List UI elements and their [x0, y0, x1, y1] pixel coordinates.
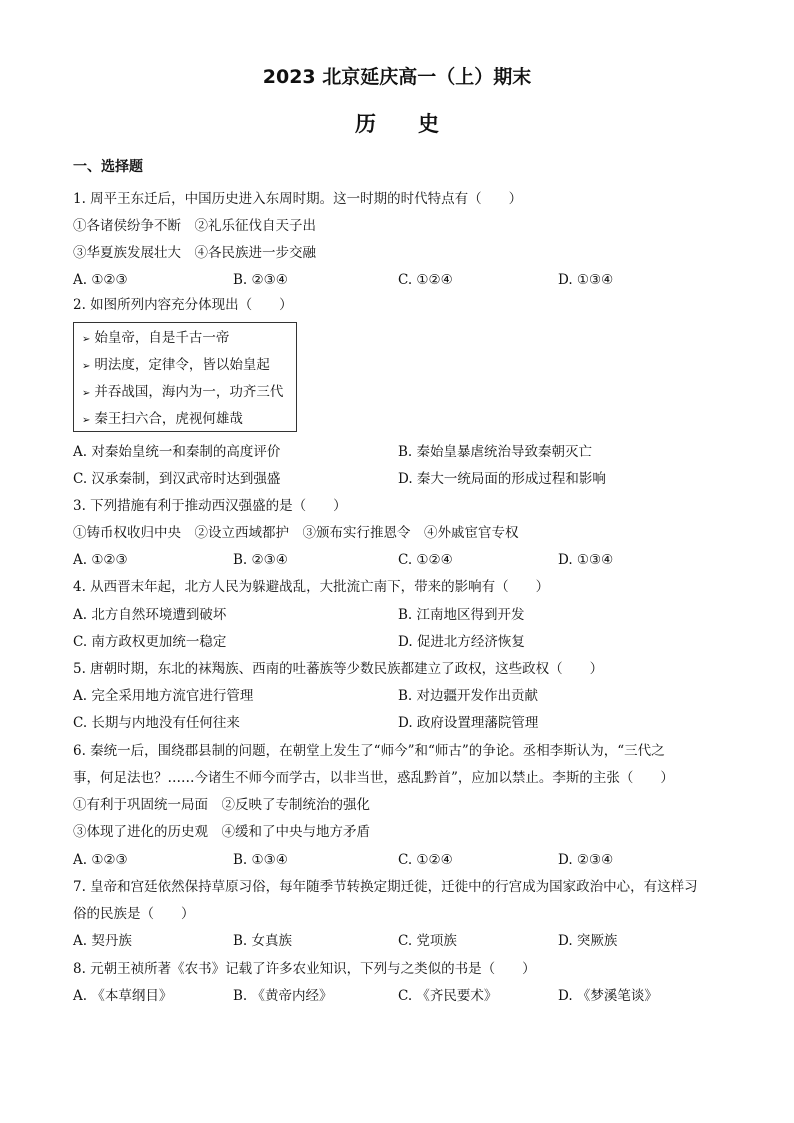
- q5-option-c[interactable]: C. 长期与内地没有任何往来: [73, 715, 240, 731]
- q6-option-a[interactable]: A. ①②③: [73, 852, 128, 868]
- arrow-icon: ➢: [82, 415, 91, 426]
- q6-option-c[interactable]: C. ①②④: [398, 852, 453, 868]
- q1-options: [73, 271, 723, 289]
- q1-item-1: ①各诸侯纷争不断 ②礼乐征伐自天子出: [73, 218, 316, 234]
- q2-quote-box: [73, 322, 297, 432]
- quote-item: ➢ 秦王扫六合，虎视何雄哉: [82, 411, 243, 427]
- q1-option-c[interactable]: C. ①②④: [398, 272, 453, 288]
- q5-options-row2: [73, 714, 723, 732]
- q8-option-a[interactable]: A. 《本草纲目》: [73, 988, 173, 1004]
- q4-option-a[interactable]: A. 北方自然环境遭到破坏: [73, 607, 227, 623]
- q6-option-d[interactable]: D. ②③④: [558, 852, 614, 868]
- quote-item: ➢ 始皇帝，自是千古一帝: [82, 330, 230, 346]
- q8-stem: 8. 元朝王祯所著《农书》记载了许多农业知识，下列与之类似的书是（ ）: [73, 961, 536, 977]
- q5-option-d[interactable]: D. 政府设置理藩院管理: [398, 715, 539, 731]
- q1-option-a[interactable]: A. ①②③: [73, 272, 128, 288]
- arrow-icon: ➢: [82, 388, 91, 399]
- q3-items: ①铸币权收归中央 ②设立西域都护 ③颁布实行推恩令 ④外戚宦官专权: [73, 525, 519, 541]
- q2-option-b[interactable]: B. 秦始皇暴虐统治导致秦朝灭亡: [398, 444, 593, 460]
- q5-options-row1: [73, 687, 723, 705]
- q6-option-b[interactable]: B. ①③④: [233, 852, 288, 868]
- q4-options-row2: [73, 633, 723, 651]
- q4-stem: 4. 从西晋末年起，北方人民为躲避战乱，大批流亡南下，带来的影响有（ ）: [73, 579, 550, 595]
- q6-stem-line2: 事，何足法也？……今诸生不师今而学古，以非当世，惑乱黔首”，应加以禁止。李斯的主张（ ）: [73, 770, 674, 786]
- q3-options: [73, 551, 723, 569]
- q4-option-d[interactable]: D. 促进北方经济恢复: [398, 634, 525, 650]
- q6-item-1: ①有利于巩固统一局面 ②反映了专制统治的强化: [73, 797, 370, 813]
- q3-option-a[interactable]: A. ①②③: [73, 552, 128, 568]
- subject-title: 历 史: [355, 112, 439, 136]
- q7-stem-line2: 俗的民族是（ ）: [73, 906, 195, 922]
- q1-item-2: ③华夏族发展壮大 ④各民族进一步交融: [73, 245, 316, 261]
- q4-option-c[interactable]: C. 南方政权更加统一稳定: [73, 634, 227, 650]
- q6-item-2: ③体现了进化的历史观 ④缓和了中央与地方矛盾: [73, 824, 370, 840]
- quote-item: ➢ 并吞战国，海内为一，功齐三代: [82, 384, 284, 400]
- q2-option-c[interactable]: C. 汉承秦制，到汉武帝时达到强盛: [73, 471, 281, 487]
- q2-stem: 2. 如图所列内容充分体现出（ ）: [73, 297, 293, 313]
- q6-options: [73, 851, 723, 869]
- q3-option-d[interactable]: D. ①③④: [558, 552, 614, 568]
- q4-option-b[interactable]: B. 江南地区得到开发: [398, 607, 525, 623]
- q7-options: [73, 932, 723, 950]
- q3-stem: 3. 下列措施有利于推动西汉强盛的是（ ）: [73, 498, 347, 514]
- arrow-icon: ➢: [82, 361, 91, 372]
- q8-option-d[interactable]: D. 《梦溪笔谈》: [558, 988, 658, 1004]
- arrow-icon: ➢: [82, 334, 91, 345]
- q5-option-a[interactable]: A. 完全采用地方流官进行管理: [73, 688, 254, 704]
- q4-options-row1: [73, 606, 723, 624]
- q2-option-d[interactable]: D. 秦大一统局面的形成过程和影响: [398, 471, 606, 487]
- q8-option-c[interactable]: C. 《齐民要术》: [398, 988, 498, 1004]
- q2-options-row1: [73, 443, 723, 461]
- q2-options-row2: [73, 470, 723, 488]
- q8-options: [73, 987, 723, 1005]
- q5-stem: 5. 唐朝时期，东北的袜羯族、西南的吐蕃族等少数民族都建立了政权，这些政权（ ）: [73, 661, 604, 677]
- q3-option-b[interactable]: B. ②③④: [233, 552, 288, 568]
- q6-stem-line1: 6. 秦统一后，围绕郡县制的问题，在朝堂上发生了“师今”和“师古”的争论。丞相李斯认为，“三代之: [73, 743, 665, 759]
- q5-option-b[interactable]: B. 对边疆开发作出贡献: [398, 688, 539, 704]
- section-heading: 一、选择题: [73, 159, 143, 175]
- q7-option-c[interactable]: C. 党项族: [398, 933, 457, 949]
- q7-option-d[interactable]: D. 突厥族: [558, 933, 618, 949]
- q7-option-a[interactable]: A. 契丹族: [73, 933, 132, 949]
- q8-option-b[interactable]: B. 《黄帝内经》: [233, 988, 333, 1004]
- q1-option-b[interactable]: B. ②③④: [233, 272, 288, 288]
- q2-option-a[interactable]: A. 对秦始皇统一和秦制的高度评价: [73, 444, 281, 460]
- q1-stem: 1. 周平王东迁后，中国历史进入东周时期。这一时期的时代特点有（ ）: [73, 191, 523, 207]
- q7-option-b[interactable]: B. 女真族: [233, 933, 293, 949]
- q3-option-c[interactable]: C. ①②④: [398, 552, 453, 568]
- page-title: 2023 北京延庆高一（上）期末: [262, 66, 532, 88]
- q1-option-d[interactable]: D. ①③④: [558, 272, 614, 288]
- quote-item: ➢ 明法度，定律令，皆以始皇起: [82, 357, 270, 373]
- q7-stem-line1: 7. 皇帝和宫廷依然保持草原习俗，每年随季节转换定期迁徙，迁徙中的行宫成为国家政治中心，有这样习: [73, 879, 698, 895]
